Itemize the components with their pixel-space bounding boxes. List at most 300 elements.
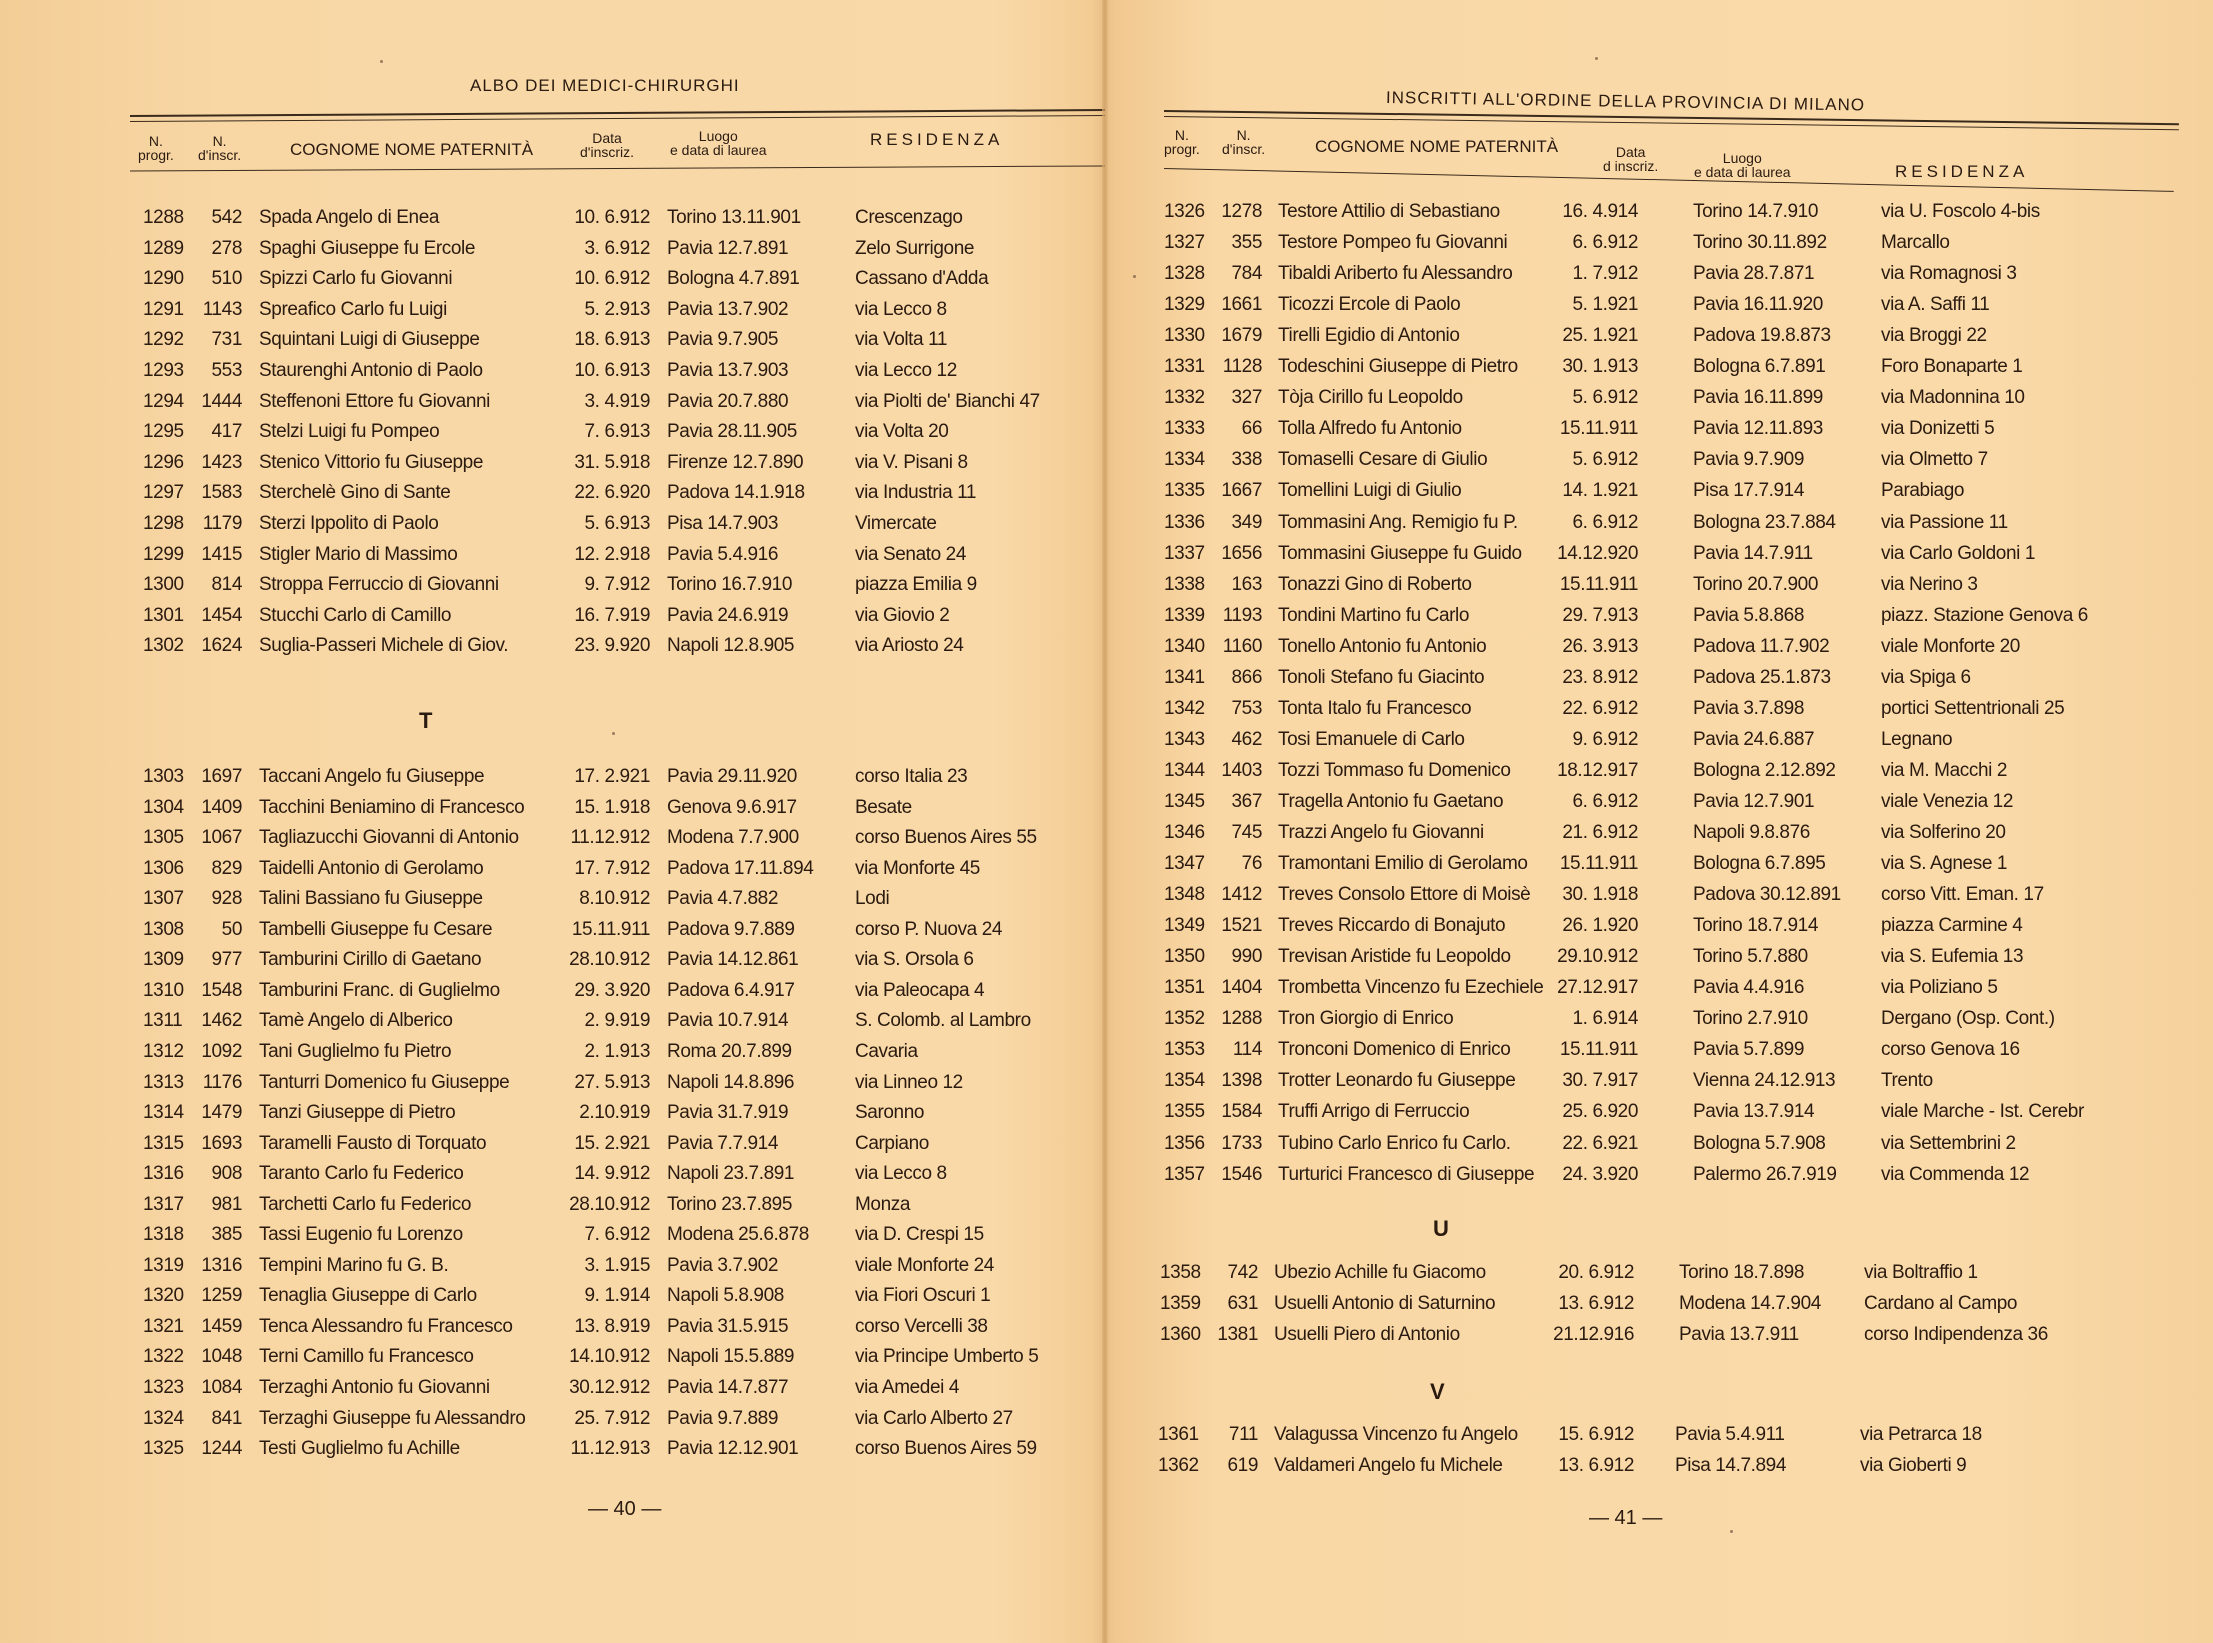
cell-n-progr: 1339 xyxy=(1164,604,1205,626)
cell-data-inscriz: 14. 9.912 xyxy=(574,1163,650,1185)
cell-data-inscriz: 11.12.912 xyxy=(570,827,650,849)
cell-residenza: via Principe Umberto 5 xyxy=(855,1346,1039,1368)
cell-luogo-laurea: Pavia 5.4.911 xyxy=(1675,1424,1785,1445)
cell-n-progr: 1336 xyxy=(1164,511,1205,533)
cell-n-inscr: 1733 xyxy=(1221,1132,1262,1154)
cell-n-progr: 1327 xyxy=(1164,232,1205,254)
cell-n-inscr: 1381 xyxy=(1217,1324,1258,1345)
cell-residenza: Cardano al Campo xyxy=(1864,1293,2018,1314)
cell-n-inscr: 841 xyxy=(211,1407,242,1429)
table-row xyxy=(1108,1452,2208,1480)
cell-name: Tani Guglielmo fu Pietro xyxy=(259,1040,452,1062)
right-col-header-data-line2: d inscriz. xyxy=(1603,158,1659,174)
cell-n-progr: 1295 xyxy=(143,421,184,443)
cell-data-inscriz: 26. 3.913 xyxy=(1562,635,1638,657)
cell-data-inscriz: 10. 6.912 xyxy=(574,207,650,228)
cell-luogo-laurea: Pavia 4.4.916 xyxy=(1693,977,1804,999)
cell-luogo-laurea: Padova 9.7.889 xyxy=(667,918,795,940)
cell-n-progr: 1322 xyxy=(143,1346,184,1368)
cell-data-inscriz: 15. 6.912 xyxy=(1558,1424,1634,1445)
cell-data-inscriz: 29. 7.913 xyxy=(1562,604,1638,626)
cell-luogo-laurea: Napoli 9.8.876 xyxy=(1693,822,1810,843)
cell-data-inscriz: 25. 6.920 xyxy=(1562,1101,1638,1123)
cell-residenza: via Linneo 12 xyxy=(855,1071,963,1093)
paper-speck xyxy=(1595,57,1598,60)
cell-name: Tonta Italo fu Francesco xyxy=(1278,697,1472,719)
cell-name: Ticozzi Ercole di Paolo xyxy=(1278,294,1461,316)
table-row xyxy=(0,946,1100,974)
cell-n-inscr: 114 xyxy=(1232,1039,1262,1061)
cell-name: Todeschini Giuseppe di Pietro xyxy=(1278,356,1518,378)
table-row xyxy=(0,1374,1100,1402)
cell-n-inscr: 1316 xyxy=(201,1254,242,1276)
cell-n-progr: 1355 xyxy=(1164,1101,1205,1123)
cell-data-inscriz: 21.12.916 xyxy=(1553,1324,1634,1345)
cell-residenza: via A. Saffi 11 xyxy=(1881,294,1990,316)
table-row xyxy=(0,1160,1100,1188)
table-row xyxy=(0,977,1100,1005)
cell-n-inscr: 1143 xyxy=(202,298,242,320)
cell-data-inscriz: 6. 6.912 xyxy=(1572,232,1638,254)
cell-name: Tonoli Stefano fu Giacinto xyxy=(1278,666,1485,688)
cell-n-progr: 1301 xyxy=(143,604,184,626)
cell-residenza: piazz. Stazione Genova 6 xyxy=(1881,604,2088,626)
cell-n-progr: 1326 xyxy=(1164,201,1205,222)
col-header-n-progr xyxy=(138,134,174,162)
col-header-data-line1: Data xyxy=(592,130,622,146)
cell-data-inscriz: 29.10.912 xyxy=(1557,946,1638,968)
cell-luogo-laurea: Modena 7.7.900 xyxy=(667,827,799,849)
col-header-luogo xyxy=(670,129,767,157)
cell-residenza: viale Marche - Ist. Cerebr xyxy=(1881,1101,2084,1123)
cell-n-progr: 1342 xyxy=(1164,697,1205,719)
table-row xyxy=(1108,509,2208,537)
table-row xyxy=(0,296,1100,324)
left-page xyxy=(0,0,1105,1643)
cell-name: Taccani Angelo fu Giuseppe xyxy=(259,766,485,787)
cell-n-inscr: 1584 xyxy=(1221,1101,1262,1123)
cell-luogo-laurea: Genova 9.6.917 xyxy=(667,796,797,818)
cell-data-inscriz: 6. 6.912 xyxy=(1572,511,1638,533)
cell-luogo-laurea: Torino 30.11.892 xyxy=(1693,232,1827,254)
cell-n-progr: 1320 xyxy=(143,1285,184,1307)
cell-residenza: via M. Macchi 2 xyxy=(1881,759,2007,781)
table-row xyxy=(0,571,1100,599)
cell-residenza: Besate xyxy=(855,796,912,818)
cell-data-inscriz: 30. 7.917 xyxy=(1562,1070,1638,1092)
cell-data-inscriz: 3. 4.919 xyxy=(584,390,650,412)
cell-n-inscr: 338 xyxy=(1231,449,1262,471)
cell-n-inscr: 731 xyxy=(211,329,242,351)
table-row xyxy=(1108,633,2208,661)
table-row xyxy=(0,1435,1100,1463)
cell-residenza: portici Settentrionali 25 xyxy=(1881,697,2065,719)
cell-n-progr: 1310 xyxy=(143,979,184,1001)
cell-data-inscriz: 15.11.911 xyxy=(1559,418,1638,440)
cell-residenza: Cavaria xyxy=(855,1040,918,1062)
cell-name: Tamburini Franc. di Guglielmo xyxy=(259,979,500,1001)
cell-n-inscr: 1661 xyxy=(1221,294,1262,316)
cell-n-progr: 1359 xyxy=(1160,1293,1201,1314)
cell-residenza: corso Vercelli 38 xyxy=(855,1315,988,1337)
cell-residenza: via Senato 24 xyxy=(855,543,966,565)
cell-data-inscriz: 10. 6.912 xyxy=(574,268,650,290)
cell-name: Tramontani Emilio di Gerolamo xyxy=(1278,853,1528,875)
cell-data-inscriz: 5. 6.913 xyxy=(584,513,650,534)
cell-luogo-laurea: Padova 25.1.873 xyxy=(1693,666,1831,688)
table-row xyxy=(0,1038,1100,1066)
cell-data-inscriz: 25. 1.921 xyxy=(1562,325,1638,347)
cell-residenza: via Nerino 3 xyxy=(1881,573,1978,595)
cell-residenza: via Solferino 20 xyxy=(1881,822,2006,843)
cell-n-progr: 1329 xyxy=(1164,294,1205,316)
paper-speck xyxy=(1133,275,1136,278)
cell-n-progr: 1323 xyxy=(143,1377,184,1398)
cell-n-inscr: 327 xyxy=(1231,387,1262,409)
cell-residenza: Foro Bonaparte 1 xyxy=(1881,356,2023,378)
cell-residenza: via Settembrini 2 xyxy=(1881,1132,2016,1154)
cell-n-inscr: 1656 xyxy=(1221,542,1262,564)
cell-residenza: Legnano xyxy=(1881,728,1953,750)
cell-name: Stigler Mario di Massimo xyxy=(259,543,458,565)
table-row xyxy=(0,204,1100,232)
cell-luogo-laurea: Pavia 4.7.882 xyxy=(667,888,778,910)
right-page xyxy=(1108,0,2213,1643)
cell-n-inscr: 1697 xyxy=(201,766,242,787)
cell-n-inscr: 1278 xyxy=(1221,201,1262,222)
cell-n-inscr: 1679 xyxy=(1221,325,1262,347)
table-row xyxy=(1108,540,2208,568)
cell-residenza: piazza Emilia 9 xyxy=(855,574,977,596)
col-header-luogo-line2: e data di laurea xyxy=(670,142,767,158)
table-row xyxy=(0,265,1100,293)
cell-data-inscriz: 2.10.919 xyxy=(579,1102,650,1124)
table-row xyxy=(0,510,1100,538)
cell-luogo-laurea: Padova 30.12.891 xyxy=(1693,884,1841,906)
cell-luogo-laurea: Roma 20.7.899 xyxy=(667,1040,792,1062)
table-row xyxy=(1108,1036,2208,1064)
cell-n-progr: 1288 xyxy=(143,207,184,228)
cell-luogo-laurea: Torino 16.7.910 xyxy=(667,574,792,596)
cell-residenza: Marcallo xyxy=(1881,232,1950,254)
cell-n-inscr: 866 xyxy=(1231,666,1262,688)
cell-luogo-laurea: Pavia 16.11.920 xyxy=(1693,294,1823,316)
table-row xyxy=(1108,1421,2208,1449)
cell-data-inscriz: 13. 6.912 xyxy=(1558,1293,1634,1314)
cell-n-progr: 1325 xyxy=(143,1438,184,1460)
cell-data-inscriz: 18. 6.913 xyxy=(574,329,650,351)
cell-residenza: corso Indipendenza 36 xyxy=(1864,1324,2048,1345)
cell-name: Treves Consolo Ettore di Moisè xyxy=(1278,884,1531,906)
cell-luogo-laurea: Bologna 23.7.884 xyxy=(1693,511,1836,533)
cell-n-progr: 1351 xyxy=(1164,977,1205,999)
cell-residenza: Trento xyxy=(1881,1070,1933,1092)
cell-data-inscriz: 23. 8.912 xyxy=(1562,666,1638,688)
table-row xyxy=(1108,943,2208,971)
cell-luogo-laurea: Pavia 13.7.902 xyxy=(667,298,789,320)
cell-n-inscr: 1454 xyxy=(201,604,242,626)
cell-n-progr: 1340 xyxy=(1164,635,1205,657)
cell-n-inscr: 1548 xyxy=(201,979,242,1001)
cell-name: Spizzi Carlo fu Giovanni xyxy=(259,268,453,290)
cell-data-inscriz: 30.12.912 xyxy=(569,1377,650,1398)
cell-n-inscr: 1423 xyxy=(201,451,242,473)
cell-luogo-laurea: Pavia 20.7.880 xyxy=(667,390,789,412)
cell-name: Tondini Martino fu Carlo xyxy=(1278,604,1470,626)
cell-luogo-laurea: Pavia 12.11.893 xyxy=(1693,418,1823,440)
cell-n-progr: 1360 xyxy=(1160,1324,1201,1345)
cell-name: Tambelli Giuseppe fu Cesare xyxy=(259,918,493,940)
right-col-header-luogo xyxy=(1694,151,1791,179)
cell-n-progr: 1305 xyxy=(143,827,184,849)
cell-n-progr: 1341 xyxy=(1164,666,1205,688)
cell-name: Valagussa Vincenzo fu Angelo xyxy=(1274,1424,1518,1445)
cell-luogo-laurea: Padova 17.11.894 xyxy=(667,857,814,879)
cell-n-inscr: 1160 xyxy=(1222,635,1262,657)
cell-name: Trazzi Angelo fu Giovanni xyxy=(1278,822,1484,843)
section-letter-u: U xyxy=(1433,1216,1449,1241)
table-row xyxy=(0,632,1100,660)
cell-n-inscr: 1479 xyxy=(201,1102,242,1124)
cell-n-inscr: 1092 xyxy=(201,1040,242,1062)
cell-residenza: via Poliziano 5 xyxy=(1881,977,1998,999)
cell-name: Tenca Alessandro fu Francesco xyxy=(259,1315,513,1337)
cell-n-progr: 1311 xyxy=(143,1010,183,1032)
table-row xyxy=(1108,229,2208,257)
cell-n-inscr: 1244 xyxy=(201,1438,242,1460)
cell-n-inscr: 349 xyxy=(1231,511,1262,533)
cell-residenza: via S. Eufemia 13 xyxy=(1881,946,2024,968)
left-page-number: — 40 — xyxy=(588,1498,662,1520)
cell-n-inscr: 1048 xyxy=(201,1346,242,1368)
cell-n-inscr: 417 xyxy=(211,421,242,443)
cell-n-inscr: 829 xyxy=(211,857,242,879)
cell-residenza: via Romagnosi 3 xyxy=(1881,263,2017,285)
cell-name: Spada Angelo di Enea xyxy=(259,207,440,228)
cell-luogo-laurea: Torino 13.11.901 xyxy=(667,207,801,228)
cell-n-progr: 1348 xyxy=(1164,884,1205,906)
cell-luogo-laurea: Pavia 13.7.903 xyxy=(667,360,789,381)
cell-n-progr: 1328 xyxy=(1164,263,1205,285)
cell-name: Tagliazucchi Giovanni di Antonio xyxy=(259,827,519,849)
right-running-title: INSCRITTI ALL'ORDINE DELLA PROVINCIA DI MILANO xyxy=(1385,88,1866,115)
cell-luogo-laurea: Pisa 14.7.894 xyxy=(1675,1455,1786,1476)
cell-residenza: via Ariosto 24 xyxy=(855,635,964,657)
cell-n-inscr: 1521 xyxy=(1221,915,1262,937)
cell-data-inscriz: 14.10.912 xyxy=(569,1346,650,1368)
table-row xyxy=(1108,1290,2208,1318)
table-row xyxy=(0,1343,1100,1371)
cell-luogo-laurea: Napoli 12.8.905 xyxy=(667,635,795,657)
col-header-n-inscr-line1: N. xyxy=(212,133,227,149)
cell-n-progr: 1362 xyxy=(1158,1455,1199,1476)
cell-name: Tommasini Giuseppe fu Guido xyxy=(1278,542,1522,564)
cell-name: Sterchelè Gino di Sante xyxy=(259,482,451,504)
cell-luogo-laurea: Padova 19.8.873 xyxy=(1693,325,1831,347)
right-page-number: — 41 — xyxy=(1589,1507,1663,1529)
cell-n-progr: 1334 xyxy=(1164,449,1205,471)
cell-n-progr: 1353 xyxy=(1164,1039,1205,1061)
cell-residenza: via Donizetti 5 xyxy=(1881,418,1995,440)
cell-name: Tolla Alfredo fu Antonio xyxy=(1278,418,1462,440)
table-row xyxy=(1108,1130,2208,1158)
cell-name: Stenico Vittorio fu Giuseppe xyxy=(259,451,483,473)
table-row xyxy=(1108,664,2208,692)
cell-luogo-laurea: Pavia 9.7.905 xyxy=(667,329,778,351)
cell-name: Turturici Francesco di Giuseppe xyxy=(1278,1163,1535,1185)
cell-data-inscriz: 7. 6.913 xyxy=(584,421,650,443)
cell-data-inscriz: 27. 5.913 xyxy=(574,1071,650,1093)
cell-residenza: Dergano (Osp. Cont.) xyxy=(1881,1008,2055,1030)
cell-luogo-laurea: Torino 2.7.910 xyxy=(1693,1008,1808,1030)
cell-residenza: via Passione 11 xyxy=(1881,511,2008,533)
cell-n-progr: 1297 xyxy=(143,482,184,504)
cell-data-inscriz: 22. 6.920 xyxy=(574,482,650,504)
cell-data-inscriz: 12. 2.918 xyxy=(574,543,650,565)
cell-n-inscr: 711 xyxy=(1228,1424,1258,1445)
cell-name: Tenaglia Giuseppe di Carlo xyxy=(259,1285,477,1307)
cell-luogo-laurea: Vienna 24.12.913 xyxy=(1693,1070,1836,1092)
cell-data-inscriz: 14. 1.921 xyxy=(1562,480,1638,502)
cell-data-inscriz: 10. 6.913 xyxy=(574,360,650,381)
cell-data-inscriz: 3. 6.912 xyxy=(584,237,650,259)
cell-luogo-laurea: Pavia 28.11.905 xyxy=(667,421,797,443)
table-row xyxy=(1108,850,2208,878)
cell-residenza: via Volta 20 xyxy=(855,421,949,443)
cell-name: Testore Pompeo fu Giovanni xyxy=(1278,232,1508,254)
header-bottom-rule xyxy=(130,165,1105,171)
cell-n-inscr: 1667 xyxy=(1221,480,1262,502)
cell-name: Taidelli Antonio di Gerolamo xyxy=(259,857,484,879)
cell-residenza: viale Monforte 24 xyxy=(855,1254,994,1276)
cell-n-progr: 1349 xyxy=(1164,915,1205,937)
cell-n-inscr: 355 xyxy=(1231,232,1262,254)
cell-luogo-laurea: Napoli 23.7.891 xyxy=(667,1163,795,1185)
table-row xyxy=(1108,1321,2208,1349)
cell-residenza: via Paleocapa 4 xyxy=(855,979,985,1001)
table-row xyxy=(0,602,1100,630)
cell-n-inscr: 1412 xyxy=(1221,884,1262,906)
table-row xyxy=(1108,198,2208,226)
right-col-header-n-inscr xyxy=(1222,128,1265,156)
cell-residenza: viale Monforte 20 xyxy=(1881,635,2020,657)
table-row xyxy=(0,1191,1100,1219)
right-col-header-residenza: RESIDENZA xyxy=(1895,162,2029,181)
col-header-n-inscr xyxy=(198,134,241,162)
cell-n-progr: 1319 xyxy=(143,1254,184,1276)
cell-n-progr: 1316 xyxy=(143,1163,184,1185)
cell-name: Tragella Antonio fu Gaetano xyxy=(1278,790,1504,812)
cell-n-inscr: 742 xyxy=(1227,1262,1258,1283)
cell-residenza: viale Venezia 12 xyxy=(1881,790,2013,812)
cell-name: Testi Guglielmo fu Achille xyxy=(259,1438,460,1460)
cell-name: Suglia-Passeri Michele di Giov. xyxy=(259,635,509,657)
cell-name: Tacchini Beniamino di Francesco xyxy=(259,796,525,818)
cell-name: Tanturri Domenico fu Giuseppe xyxy=(259,1071,510,1093)
cell-data-inscriz: 5. 6.912 xyxy=(1572,387,1638,409)
table-row xyxy=(1108,446,2208,474)
cell-n-progr: 1293 xyxy=(143,360,184,381)
cell-luogo-laurea: Pavia 28.7.871 xyxy=(1693,263,1815,285)
cell-residenza: via Amedei 4 xyxy=(855,1377,959,1398)
cell-n-inscr: 784 xyxy=(1231,263,1262,285)
cell-data-inscriz: 3. 1.915 xyxy=(584,1254,650,1276)
cell-name: Stelzi Luigi fu Pompeo xyxy=(259,421,440,443)
table-row xyxy=(0,326,1100,354)
cell-name: Usuelli Antonio di Saturnino xyxy=(1274,1293,1496,1314)
cell-residenza: corso P. Nuova 24 xyxy=(855,918,1003,940)
cell-n-progr: 1350 xyxy=(1164,946,1205,968)
cell-name: Truffi Arrigo di Ferruccio xyxy=(1278,1101,1470,1123)
cell-n-progr: 1306 xyxy=(143,857,184,879)
cell-residenza: via Lecco 8 xyxy=(855,298,947,320)
cell-data-inscriz: 27.12.917 xyxy=(1557,977,1638,999)
cell-data-inscriz: 9. 7.912 xyxy=(584,574,650,596)
cell-name: Stroppa Ferruccio di Giovanni xyxy=(259,574,499,596)
cell-data-inscriz: 9. 6.912 xyxy=(1572,728,1638,750)
cell-n-inscr: 278 xyxy=(211,237,242,259)
table-row xyxy=(0,449,1100,477)
cell-n-progr: 1356 xyxy=(1164,1132,1205,1154)
cell-n-inscr: 619 xyxy=(1227,1455,1258,1476)
cell-luogo-laurea: Bologna 6.7.891 xyxy=(1693,356,1826,378)
cell-luogo-laurea: Bologna 5.7.908 xyxy=(1693,1132,1826,1154)
cell-luogo-laurea: Padova 11.7.902 xyxy=(1693,635,1830,657)
cell-n-inscr: 66 xyxy=(1241,418,1262,440)
cell-n-progr: 1338 xyxy=(1164,573,1205,595)
cell-luogo-laurea: Pavia 3.7.898 xyxy=(1693,697,1804,719)
table-row xyxy=(1108,353,2208,381)
cell-name: Tonazzi Gino di Roberto xyxy=(1278,573,1472,595)
cell-residenza: via Gioberti 9 xyxy=(1860,1455,1967,1476)
cell-residenza: corso Buenos Aires 55 xyxy=(855,827,1037,849)
cell-data-inscriz: 25. 7.912 xyxy=(574,1407,650,1429)
table-row xyxy=(0,916,1100,944)
col-header-residenza: RESIDENZA xyxy=(870,130,1004,149)
cell-n-progr: 1324 xyxy=(143,1407,184,1429)
cell-data-inscriz: 14.12.920 xyxy=(1557,542,1638,564)
cell-name: Tempini Marino fu G. B. xyxy=(259,1254,449,1276)
cell-n-progr: 1290 xyxy=(143,268,184,290)
cell-data-inscriz: 30. 1.918 xyxy=(1562,884,1638,906)
table-row xyxy=(0,1221,1100,1249)
cell-n-inscr: 1583 xyxy=(201,482,242,504)
right-col-header-name: COGNOME NOME PATERNITÀ xyxy=(1315,137,1559,156)
cell-n-inscr: 510 xyxy=(211,268,242,290)
cell-residenza: Monza xyxy=(855,1193,911,1215)
cell-luogo-laurea: Pavia 29.11.920 xyxy=(667,766,797,787)
cell-n-progr: 1345 xyxy=(1164,790,1205,812)
cell-n-progr: 1291 xyxy=(143,298,184,320)
table-row xyxy=(0,1007,1100,1035)
cell-n-inscr: 1084 xyxy=(201,1377,242,1398)
table-row xyxy=(1108,726,2208,754)
cell-n-progr: 1312 xyxy=(143,1040,184,1062)
cell-n-progr: 1314 xyxy=(143,1102,184,1124)
table-row xyxy=(0,1405,1100,1433)
cell-data-inscriz: 28.10.912 xyxy=(569,1193,650,1215)
cell-luogo-laurea: Pavia 14.12.861 xyxy=(667,949,799,971)
right-col-header-data-line1: Data xyxy=(1615,144,1646,160)
cell-luogo-laurea: Torino 18.7.914 xyxy=(1693,915,1818,937)
paper-speck xyxy=(612,732,615,735)
cell-data-inscriz: 24. 3.920 xyxy=(1562,1163,1638,1185)
cell-residenza: Parabiago xyxy=(1881,480,1965,502)
cell-n-progr: 1299 xyxy=(143,543,184,565)
cell-luogo-laurea: Padova 6.4.917 xyxy=(667,979,795,1001)
right-col-header-luogo-line2: e data di laurea xyxy=(1694,164,1791,180)
cell-n-progr: 1321 xyxy=(143,1315,184,1337)
